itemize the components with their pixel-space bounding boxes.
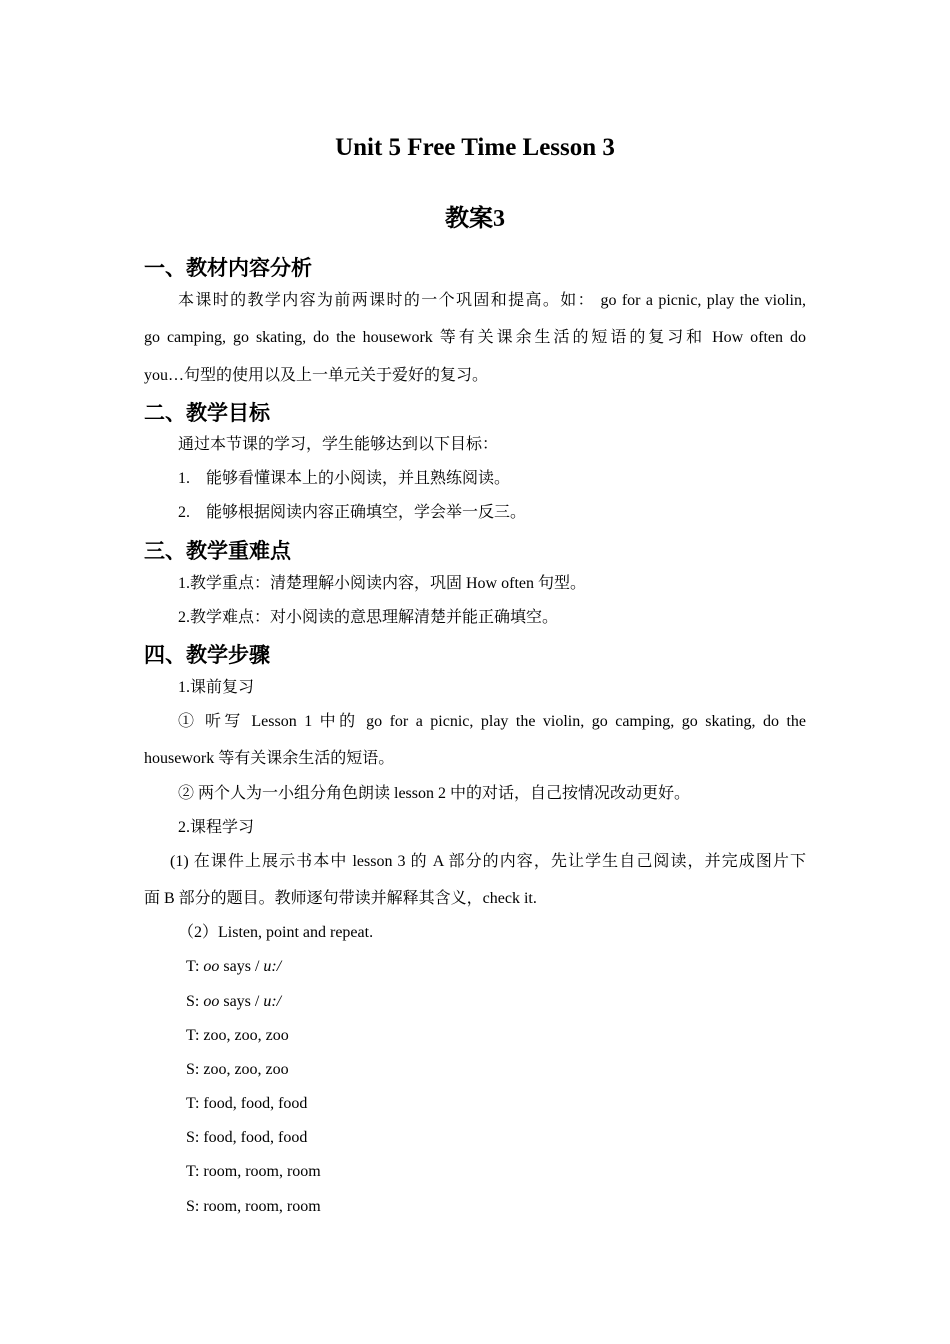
dialogue-line: T: zoo, zoo, zoo xyxy=(186,1027,289,1044)
objective-item xyxy=(178,503,526,523)
step-preview-roleplay: ② 两个人为一小组分角色朗读 lesson 2 中的对话，自己按情况改动更好。 xyxy=(178,785,691,802)
dialogue-line: S: room, room, room xyxy=(186,1198,321,1215)
analysis-line-3: you…句型的使用以及上一单元关于爱好的复习。 xyxy=(144,367,489,384)
dialogue-line: T: food, food, food xyxy=(186,1095,308,1112)
phonics-letters: oo xyxy=(203,958,220,975)
step-learning-1-line-1: (1) 在课件上展示书本中 lesson 3 的 A 部分的内容，先让学生自己阅读，并完成图片下 xyxy=(170,853,806,870)
dialogue-line: S: food, food, food xyxy=(186,1129,308,1146)
dialogue-line xyxy=(186,992,281,1012)
step-learning-2: （2）Listen, point and repeat. xyxy=(178,924,374,941)
section-heading-analysis: 一、教材内容分析 xyxy=(144,256,312,280)
objective-text: 能够根据阅读内容正确填空，学会举一反三。 xyxy=(206,504,527,521)
objective-item xyxy=(178,469,510,489)
step-preview: 1.课前复习 xyxy=(178,679,255,696)
step-learning-1-line-2: 面 B 部分的题目。教师逐句带读并解释其含义，check it. xyxy=(144,890,537,907)
speaker-label: T: xyxy=(186,958,204,975)
objective-number: 1. xyxy=(178,470,190,487)
analysis-line-1: 本课时的教学内容为前两课时的一个巩固和提高。如： go for a picnic, play the violin, xyxy=(178,292,806,309)
phonics-letters: oo xyxy=(203,993,220,1010)
analysis-line-2: go camping, go skating, do the housework 等有关课余生活的短语的复习和 How often do xyxy=(144,329,806,346)
section-heading-steps: 四、教学步骤 xyxy=(144,643,270,667)
step-learning: 2.课程学习 xyxy=(178,819,255,836)
speaker-label: S: xyxy=(186,993,204,1010)
section-heading-key-points: 三、教学重难点 xyxy=(144,539,291,563)
phonetic-symbol: u:/ xyxy=(263,993,282,1010)
dialogue-line: S: zoo, zoo, zoo xyxy=(186,1061,289,1078)
objectives-intro: 通过本节课的学习，学生能够达到以下目标： xyxy=(178,436,499,453)
document-subtitle: 教案3 xyxy=(445,206,505,232)
says-text: says / xyxy=(219,958,264,975)
objective-number: 2. xyxy=(178,504,190,521)
dialogue-line: T: room, room, room xyxy=(186,1163,321,1180)
key-point: 1.教学重点：清楚理解小阅读内容，巩固 How often 句型。 xyxy=(178,575,586,592)
says-text: says / xyxy=(219,993,264,1010)
objective-text: 能够看懂课本上的小阅读，并且熟练阅读。 xyxy=(206,470,511,487)
step-preview-dictation-line-1: ① 听写 Lesson 1 中的 go for a picnic, play the violin, go camping, go skating, do the xyxy=(178,713,806,730)
step-preview-dictation-line-2: housework 等有关课余生活的短语。 xyxy=(144,750,395,767)
difficult-point: 2.教学难点：对小阅读的意思理解清楚并能正确填空。 xyxy=(178,609,559,626)
phonetic-symbol: u:/ xyxy=(263,958,282,975)
document-title: Unit 5 Free Time Lesson 3 xyxy=(335,134,615,161)
section-heading-objectives: 二、教学目标 xyxy=(144,401,270,425)
dialogue-line xyxy=(186,957,281,977)
